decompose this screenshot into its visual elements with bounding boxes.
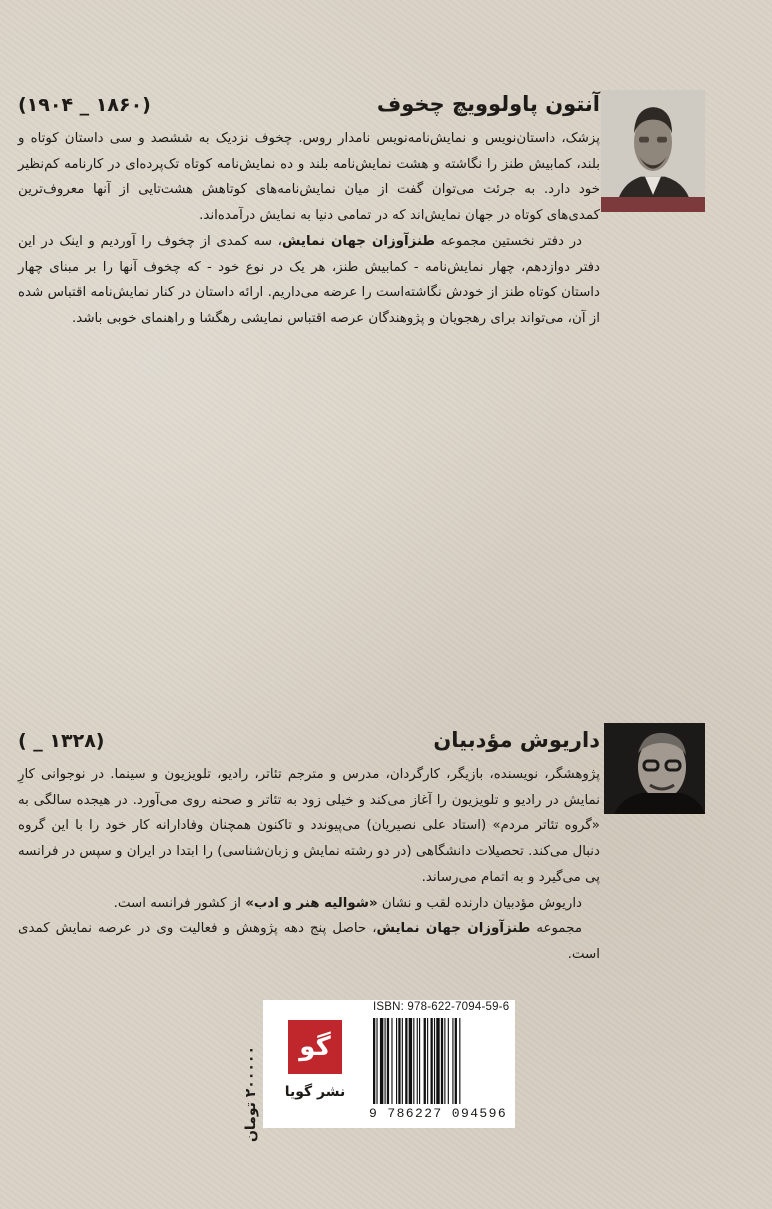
bio-heading bbox=[18, 92, 600, 116]
barcode-bar bbox=[424, 1018, 426, 1104]
barcode-bar bbox=[380, 1018, 383, 1104]
barcode-bar bbox=[398, 1018, 400, 1104]
barcode-bar bbox=[431, 1018, 433, 1104]
portrait-color-band bbox=[601, 197, 705, 212]
publisher-box bbox=[263, 1000, 367, 1128]
barcode-bar bbox=[413, 1018, 414, 1104]
barcode-bar bbox=[441, 1018, 443, 1104]
bio-paragraph: در دفتر نخستین مجموعه طنزآوزان جهان نمایش، سه کمدی از چخوف را آوردیم و اینک در این دفتر دوازدهم، چهار نمایش‌نامه - کمابیش طنز، هر یک در نوع خود - که چخوف آنها را بر مبنای چهار داستان کوتاه طنز از خودش نگاشته‌است را عرضه می‌داریم. ارائه داستان در کنار نمایش‌نامه اقتباس شده از آن، می‌تواند برای رهجویان و پژوهندگان عرصه اقتباس نمایشی رهگشا و راهنمای خوبی باشد. bbox=[18, 233, 600, 327]
barcode-bar bbox=[434, 1018, 435, 1104]
publisher-name: نشر گویا bbox=[284, 1084, 346, 1100]
barcode-bar bbox=[385, 1018, 386, 1104]
barcode-bar bbox=[417, 1018, 418, 1104]
barcode-bar bbox=[376, 1018, 377, 1104]
barcode-bar bbox=[436, 1018, 439, 1104]
barcode-bar bbox=[448, 1018, 449, 1104]
emphasized-phrase: «شوالیه هنر و ادب» bbox=[245, 895, 378, 911]
barcode-box bbox=[367, 1000, 515, 1128]
barcode-bar bbox=[405, 1018, 407, 1104]
barcode-bar bbox=[402, 1018, 403, 1104]
barcode-bar bbox=[455, 1018, 457, 1104]
emphasized-phrase: طنزآوزان جهان نمایش bbox=[376, 921, 531, 937]
barcode-bar bbox=[387, 1018, 389, 1104]
bio-text bbox=[18, 762, 600, 968]
author-dates: ( _ ۱۳۲۸) bbox=[18, 730, 105, 752]
bio-text bbox=[18, 126, 600, 332]
bio-paragraph: داریوش مؤدبیان دارنده لقب و نشان «شوالیه هنر و ادب» از کشور فرانسه است. bbox=[113, 895, 582, 911]
barcode-bar bbox=[444, 1018, 445, 1104]
bio-paragraph: پزشک، داستان‌نویس و نمایش‌نامه‌نویس نامدار روس. چخوف نزدیک به ششصد و سی داستان کوتاه و بلند، کمابیش طنز را نگاشته و هشت نمایش‌نامه بلند و ده نمایش‌نامه کوتاه تک‌پرده‌ای در کارنامه کم‌نظیر خود دارد. به جرئت می‌توان گفت از میان نمایش‌نامه‌های کوتاهش هشت‌تایی از آنها معروف‌ترین کمدی‌های کوتاه در جهان نمایش‌اند که در تمامی دنیا به نمایش درآمده‌اند. bbox=[18, 131, 600, 224]
portrait-photo bbox=[604, 723, 705, 814]
author-name: داریوش مؤدبیان bbox=[433, 728, 600, 752]
portrait-photo bbox=[601, 90, 705, 212]
barcode-image bbox=[373, 1018, 507, 1104]
publisher-logo-text: گو bbox=[299, 1032, 331, 1062]
barcode-bar bbox=[427, 1018, 428, 1104]
bio-heading bbox=[18, 728, 600, 752]
bio-paragraph: پژوهشگر، نویسنده، بازیگر، کارگردان، مدرس و مترجم تئاتر، رادیو، تلویزیون و سینما. در نوجوانی کارِ نمایش در رادیو و تلویزیون را آغاز می‌کند و خیلی زود به تئاتر و صحنه روی می‌آورد. در هیجده سالگی به «گروه تئاتر مردم» (استاد علی نصیریان) می‌پیوندد و تاکنون همچنان وفادارانه کار خود را با این گروه دنبال می‌کند. تحصیلات دانشگاهی (در دو رشته نمایش و زبان‌شناسی) را ابتدا در ایران و سپس در فرانسه پی می‌گیرد و به اتمام می‌رساند. bbox=[18, 767, 600, 885]
price-text: ۲۰۰۰۰۰ تومان bbox=[243, 1045, 259, 1143]
barcode-bar bbox=[396, 1018, 397, 1104]
emphasized-phrase: طنزآوزان جهان نمایش bbox=[281, 233, 436, 249]
barcode-bar bbox=[459, 1018, 460, 1104]
barcode-bar bbox=[419, 1018, 420, 1104]
publisher-logo bbox=[288, 1020, 342, 1074]
author-name: آنتون پاولوویچ چخوف bbox=[376, 92, 600, 116]
barcode-bar bbox=[373, 1018, 375, 1104]
isbn-label: ISBN: 978-622-7094-59-6 bbox=[373, 1001, 510, 1013]
author-dates: (۱۹۰۴ _ ۱۸۶۰) bbox=[18, 94, 151, 116]
author-portrait-moaddabian bbox=[604, 723, 705, 829]
barcode-bar bbox=[452, 1018, 453, 1104]
author-bio-moaddabian bbox=[18, 728, 600, 968]
price-label bbox=[237, 1000, 265, 1200]
barcode-bar bbox=[409, 1018, 412, 1104]
barcode-bar bbox=[391, 1018, 392, 1104]
author-portrait-chekhov bbox=[601, 90, 705, 212]
author-bio-chekhov bbox=[18, 92, 600, 332]
barcode-digits: 9 786227 094596 bbox=[369, 1106, 508, 1121]
bio-paragraph: مجموعه طنزآوزان جهان نمایش، حاصل پنج دهه پژوهش و فعالیت وی در عرصه نمایش کمدی است. bbox=[18, 921, 600, 963]
